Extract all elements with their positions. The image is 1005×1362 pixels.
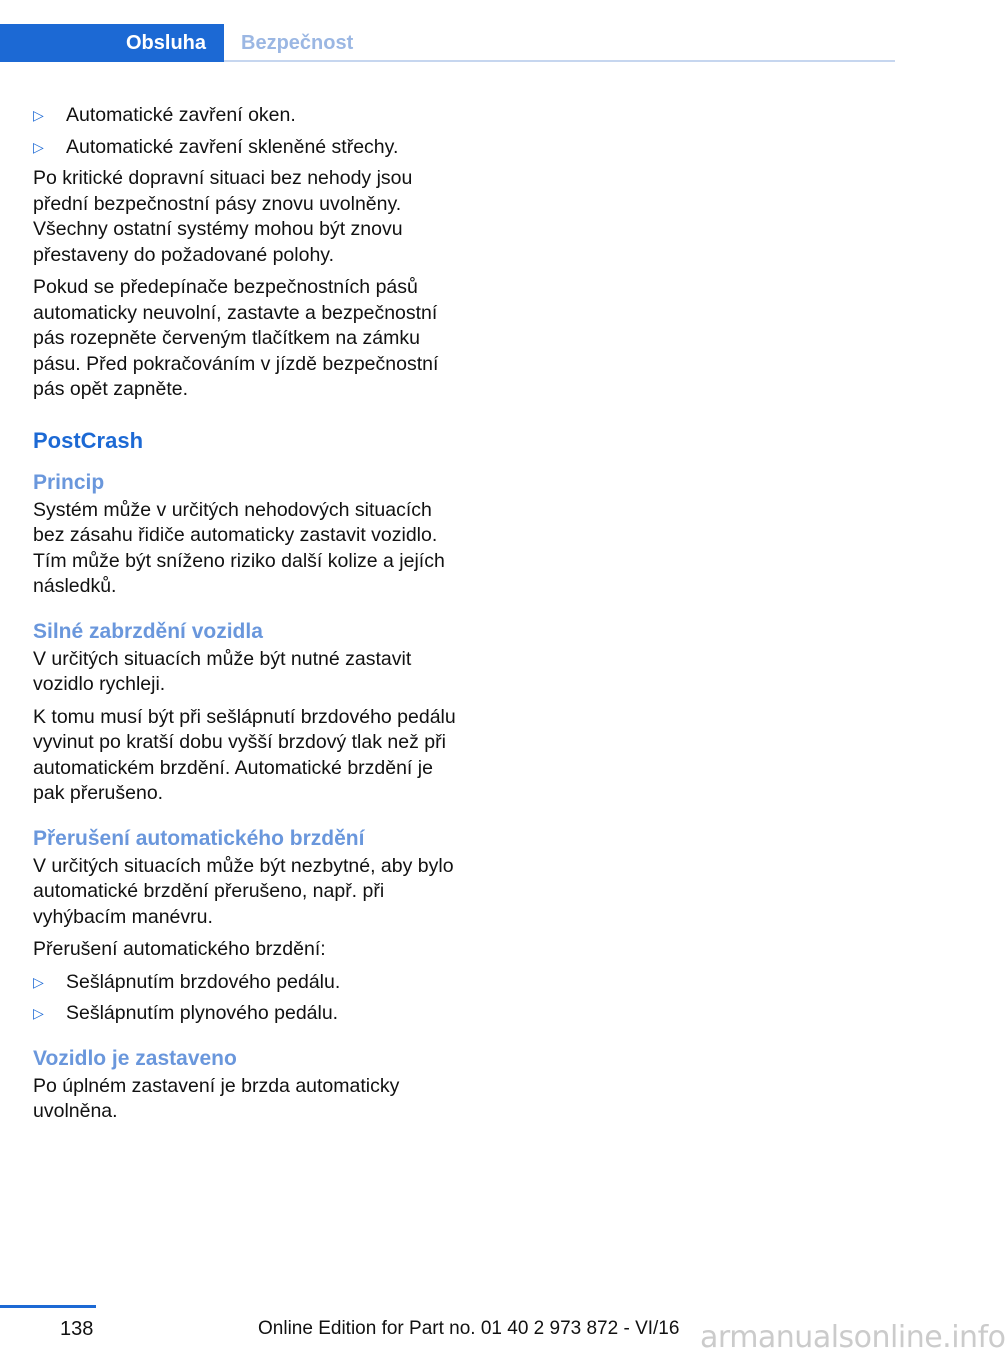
list-item-text: Sešlápnutím plynového pedálu. [66, 1002, 339, 1024]
list-item-text: Sešlápnutím brzdového pedálu. [66, 970, 341, 993]
heading-principle: Princip [33, 470, 105, 494]
paragraph-braking-1: V určitých situacích může být nutné zastavit vozidlo rychleji. [33, 647, 412, 695]
section-title-postcrash: PostCrash [33, 427, 144, 453]
header-divider [224, 60, 895, 62]
page-number: 138 [60, 1318, 94, 1340]
list-item [33, 1001, 458, 1027]
tab-obsluha-label: Obsluha [125, 31, 206, 54]
paragraph-interrupt-1: V určitých situacích může být nezbytné, aby bylo automatické brzdění přerušeno, např. při vyhýbacím manévru. [33, 854, 454, 928]
tab-bezpecnost-label: Bezpečnost [241, 31, 354, 54]
watermark: armanualsonline.info [700, 1320, 1005, 1355]
list-item-text: Automatické zavření skleněné střechy. [66, 135, 399, 158]
paragraph-belt-tensioners: Pokud se předepínače bezpečnostních pásů automaticky neuvolní, zastavte a bezpečnostní pás rozepněte červeným tlačítkem na zámku pásu. Před pokračováním v jízdě bezpečnostní pás opět zapněte. [33, 276, 439, 400]
main-content [33, 103, 458, 1132]
triangle-bullet-icon: ▷ [33, 1006, 44, 1022]
page-header [0, 24, 895, 62]
list-item-text: Automatické zavření oken. [66, 104, 296, 126]
list-item [33, 970, 458, 996]
list-item [33, 135, 458, 161]
paragraph-principle: Systém může v určitých nehodových situacích bez zásahu řidiče automaticky zastavit vozidlo. Tím může být sníženo riziko další kolize a jejích následků. [33, 498, 445, 597]
paragraph-vehicle-stopped: Po úplném zastavení je brzda automaticky uvolněna. [33, 1074, 400, 1122]
heading-vehicle-stopped: Vozidlo je zastaveno [33, 1046, 237, 1070]
paragraph-after-crash: Po kritické dopravní situaci bez nehody jsou přední bezpečnostní pásy znovu uvolněny. Všechny ostatní systémy mohou být znovu přestaveny do požadované polohy. [33, 167, 413, 266]
paragraph-interrupt-2: Přerušení automatického brzdění: [33, 938, 326, 960]
tab-bezpecnost[interactable] [241, 24, 353, 62]
footer-divider [0, 1305, 96, 1308]
heading-interrupt-braking: Přerušení automatického brzdění [33, 826, 365, 850]
paragraph-braking-2: K tomu musí být při sešlápnutí brzdového pedálu vyvinut po kratší dobu vyšší brzdový tlak než při automatickém brzdění. Automatické brzdění je pak přerušeno. [33, 705, 456, 804]
footer-edition-text: Online Edition for Part no. 01 40 2 973 872 - VI/16 [258, 1318, 680, 1339]
triangle-bullet-icon: ▷ [33, 108, 44, 124]
triangle-bullet-icon: ▷ [33, 139, 44, 156]
tab-obsluha[interactable] [0, 24, 224, 62]
triangle-bullet-icon: ▷ [33, 974, 44, 991]
list-item [33, 103, 458, 129]
heading-strong-braking: Silné zabrzdění vozidla [33, 619, 263, 643]
